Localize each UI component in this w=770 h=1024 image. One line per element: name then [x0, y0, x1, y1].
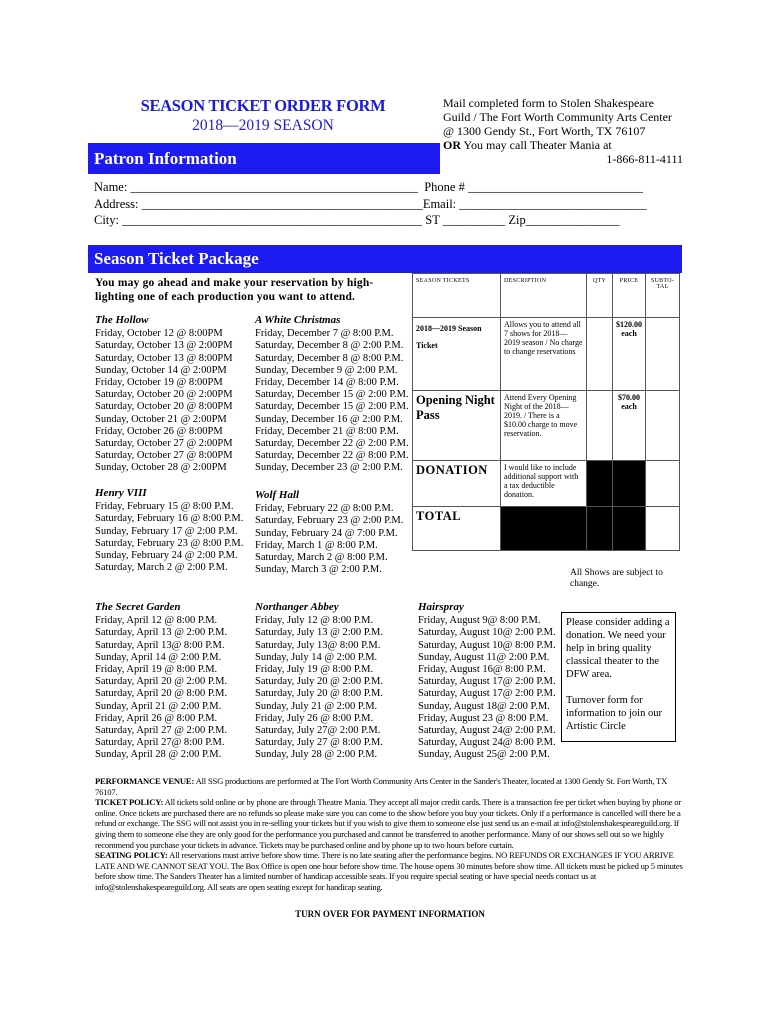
- show-date[interactable]: Saturday, October 13 @ 2:00PM: [95, 340, 233, 352]
- show-date[interactable]: Friday, April 26 @ 8:00 P.M.: [95, 712, 218, 724]
- show-date[interactable]: Sunday, April 21 @ 2:00 P.M.: [95, 700, 222, 712]
- show-date[interactable]: Saturday, October 20 @ 8:00PM: [95, 401, 233, 413]
- show-date[interactable]: Sunday, October 14 @ 2:00PM: [95, 364, 227, 376]
- venue-policy: [95, 776, 685, 797]
- show-date[interactable]: Saturday, December 22 @ 2:00 P.M.: [255, 438, 409, 450]
- donation-price-blocked: [613, 461, 646, 507]
- show-date[interactable]: Saturday, July 20 @ 2:00 P.M.: [255, 676, 383, 688]
- total-desc-blocked: [501, 507, 587, 551]
- show-date[interactable]: Saturday, August 10@ 2:00 P.M.: [418, 627, 556, 639]
- show-date[interactable]: Friday, August 23 @ 8:00 P.M.: [418, 712, 549, 724]
- show-date[interactable]: Sunday, August 25@ 2:00 P.M.: [418, 749, 550, 761]
- show-title: Northanger Abbey: [255, 601, 339, 613]
- show-date[interactable]: Sunday, February 17 @ 2:00 P.M.: [95, 525, 238, 537]
- phone-number: 1-866-811-4111: [606, 152, 683, 166]
- season-ticket-qty[interactable]: [587, 318, 613, 391]
- show-date[interactable]: Friday, February 15 @ 8:00 P.M.: [95, 501, 234, 513]
- show-date[interactable]: Friday, April 12 @ 8:00 P.M.: [95, 615, 218, 627]
- show-date[interactable]: Saturday, August 17@ 2:00 P.M.: [418, 676, 556, 688]
- opening-night-subtotal[interactable]: [646, 391, 680, 461]
- name-phone-field[interactable]: Name: ______________________________________________ Phone # ____________________________: [94, 180, 643, 194]
- header-qty: QTY: [587, 274, 613, 318]
- show-wolf-hall: [255, 489, 403, 576]
- address-email-field[interactable]: Address: _____________________________________________Email: ______________________________: [94, 197, 647, 211]
- show-date[interactable]: Sunday, July 28 @ 2:00 P.M.: [255, 749, 378, 761]
- donation-appeal-text: Please consider adding a donation. We need your help in bring quality classical theater to the DFW area.: [566, 617, 670, 680]
- call-line: [443, 138, 683, 152]
- show-title: Hairspray: [418, 601, 464, 613]
- call-text: You may call Theater Mania at: [461, 138, 612, 152]
- total-qty-blocked: [587, 507, 613, 551]
- show-date[interactable]: Saturday, March 2 @ 2:00 P.M.: [95, 562, 228, 574]
- turn-over-note: TURN OVER FOR PAYMENT INFORMATION: [295, 909, 485, 919]
- show-date[interactable]: Friday, March 1 @ 8:00 P.M.: [255, 539, 378, 551]
- show-date[interactable]: Saturday, October 13 @ 8:00PM: [95, 352, 233, 364]
- show-date[interactable]: Saturday, April 27@ 8:00 P.M.: [95, 737, 225, 749]
- ticket-text: All tickets sold online or by phone are through Theatre Mania. They accept all major credit cards. There is a transaction fee per ticket when buying by phone or online. Once tickets are purchased there are no refunds so please make sure you can come to the show before you buy your tickets. Only if a performance is cancelled will there be a refund or exchange. The SSG will not assist you in re-selling your tickets but if you wish to give them to someone else just send us an e-mail at info@stolenshakespeareguild.org. If giving them to someone else they are only good for the performance you purchased and cannot be transferred to another performance. Many of our shows sell out so we highly recommend you purchase your tickets in advance. Tickets may be purchased online and by phone up to two hours before curtain.: [95, 797, 681, 850]
- show-date[interactable]: Saturday, April 20 @ 8:00 P.M.: [95, 688, 228, 700]
- show-date[interactable]: Sunday, February 24 @ 2:00 P.M.: [95, 550, 238, 562]
- show-date[interactable]: Saturday, October 20 @ 2:00PM: [95, 389, 233, 401]
- show-date[interactable]: Friday, August 16@ 8:00 P.M.: [418, 664, 546, 676]
- mail-line: Mail completed form to Stolen Shakespeare: [443, 96, 654, 110]
- header-price: PRICE: [613, 274, 646, 318]
- seating-label: SEATING POLICY:: [95, 850, 168, 861]
- show-date[interactable]: Saturday, October 27 @ 2:00PM: [95, 438, 233, 450]
- show-date[interactable]: Saturday, July 27 @ 8:00 P.M.: [255, 737, 383, 749]
- show-date[interactable]: Saturday, July 27@ 2:00 P.M.: [255, 725, 381, 737]
- donation-name: DONATION: [413, 461, 501, 507]
- show-date[interactable]: Saturday, April 13@ 8:00 P.M.: [95, 639, 225, 651]
- city-state-zip-field[interactable]: City: ________________________________________________ ST __________ Zip_______________: [94, 213, 620, 227]
- show-date[interactable]: Sunday, July 14 @ 2:00 P.M.: [255, 651, 378, 663]
- total-price-blocked: [613, 507, 646, 551]
- show-date[interactable]: Saturday, July 13 @ 2:00 P.M.: [255, 627, 383, 639]
- ticket-table: [412, 273, 680, 551]
- show-hollow: [95, 314, 233, 475]
- opening-night-qty[interactable]: [587, 391, 613, 461]
- show-date[interactable]: Saturday, August 24@ 8:00 P.M.: [418, 737, 556, 749]
- policies: [95, 776, 685, 893]
- seating-policy: [95, 850, 685, 892]
- show-date[interactable]: Saturday, October 27 @ 8:00PM: [95, 450, 233, 462]
- mail-line: Guild / The Fort Worth Community Arts Center: [443, 110, 672, 124]
- show-date[interactable]: Friday, July 19 @ 8:00 P.M.: [255, 664, 374, 676]
- show-date[interactable]: Saturday, July 13@ 8:00 P.M.: [255, 639, 381, 651]
- show-date[interactable]: Saturday, December 8 @ 2:00 P.M.: [255, 340, 404, 352]
- season-ticket-price: $120.00 each: [613, 318, 646, 391]
- header-subtotal: SUBTO-TAL: [646, 274, 680, 318]
- show-title: The Hollow: [95, 314, 149, 326]
- show-date[interactable]: Saturday, February 23 @ 8:00 P.M.: [95, 537, 244, 549]
- donation-qty-blocked: [587, 461, 613, 507]
- show-date[interactable]: Friday, October 19 @ 8:00PM: [95, 377, 223, 389]
- donation-appeal-box: [561, 612, 676, 742]
- show-date[interactable]: Saturday, August 24@ 2:00 P.M.: [418, 725, 556, 737]
- reservation-intro: You may go ahead and make your reservation by high-lighting one of each production you want to attend.: [95, 277, 374, 303]
- total-amount[interactable]: [646, 507, 680, 551]
- total-name: TOTAL: [413, 507, 501, 551]
- season-ticket-name: 2018—2019 Season Ticket: [413, 318, 501, 391]
- show-date[interactable]: Sunday, December 16 @ 2:00 P.M.: [255, 413, 403, 425]
- show-date[interactable]: Saturday, August 17@ 2:00 P.M.: [418, 688, 556, 700]
- form-subtitle: 2018—2019 SEASON: [192, 117, 334, 134]
- or-label: OR: [443, 138, 461, 152]
- show-hairspray: [418, 601, 556, 762]
- show-northanger-abbey: [255, 601, 383, 762]
- show-date[interactable]: Sunday, October 21 @ 2:00PM: [95, 413, 227, 425]
- show-secret-garden: [95, 601, 227, 762]
- venue-label: PERFORMANCE VENUE:: [95, 776, 195, 786]
- show-date[interactable]: Friday, July 26 @ 8:00 P.M.: [255, 712, 374, 724]
- season-ticket-subtotal[interactable]: [646, 318, 680, 391]
- form-title: SEASON TICKET ORDER FORM: [140, 96, 386, 115]
- show-date[interactable]: Friday, August 9@ 8:00 P.M.: [418, 615, 541, 627]
- header-season-tickets: SEASON TICKETS: [413, 274, 501, 318]
- opening-night-desc: Attend Every Opening Night of the 2018—2019. / There is a $10.00 charge to move reservation.: [501, 391, 587, 461]
- table-row: [413, 318, 680, 391]
- opening-night-name: Opening Night Pass: [413, 391, 501, 461]
- show-date[interactable]: Saturday, December 8 @ 8:00 P.M.: [255, 352, 404, 364]
- show-date[interactable]: Saturday, December 15 @ 2:00 P.M.: [255, 389, 409, 401]
- table-row: [413, 391, 680, 461]
- season-ticket-desc: Allows you to attend all 7 shows for 2018—2019 season / No charge to change reservations: [501, 318, 587, 391]
- show-date[interactable]: Sunday, August 11@ 2:00 P.M.: [418, 651, 550, 663]
- patron-info-bar: Patron Information: [88, 143, 440, 174]
- show-date[interactable]: Sunday, April 28 @ 2:00 P.M.: [95, 749, 222, 761]
- header-description: DESCRIPTION: [501, 274, 587, 318]
- show-title: Henry VIII: [95, 487, 147, 499]
- venue-text: All SSG productions are performed at The Fort Worth Community Arts Center in the Sander's Theater, located at 1300 Gendy St. Fort Worth, TX 76107.: [95, 776, 668, 797]
- show-date[interactable]: Friday, February 22 @ 8:00 P.M.: [255, 503, 394, 515]
- show-date[interactable]: Saturday, December 15 @ 2:00 P.M.: [255, 401, 409, 413]
- mail-instructions: [443, 96, 683, 166]
- donation-desc: I would like to include additional support with a tax deductible donation.: [501, 461, 587, 507]
- show-date[interactable]: Saturday, February 23 @ 2:00 P.M.: [255, 515, 404, 527]
- show-date[interactable]: Sunday, July 21 @ 2:00 P.M.: [255, 700, 378, 712]
- show-date[interactable]: Saturday, April 13 @ 2:00 P.M.: [95, 627, 228, 639]
- show-date[interactable]: Saturday, March 2 @ 8:00 P.M.: [255, 552, 388, 564]
- show-date[interactable]: Friday, April 19 @ 8:00 P.M.: [95, 664, 218, 676]
- table-row: [413, 461, 680, 507]
- artistic-circle-text: Turnover form for information to join our Artistic Circle: [566, 695, 662, 732]
- show-date[interactable]: Friday, October 26 @ 8:00PM: [95, 425, 223, 437]
- show-date[interactable]: Sunday, December 23 @ 2:00 P.M.: [255, 462, 403, 474]
- ticket-policy: [95, 797, 685, 850]
- show-date[interactable]: Friday, December 7 @ 8:00 P.M.: [255, 328, 394, 340]
- show-date[interactable]: Sunday, February 24 @ 7:00 P.M.: [255, 527, 398, 539]
- show-date[interactable]: Sunday, December 9 @ 2:00 P.M.: [255, 364, 398, 376]
- donation-subtotal[interactable]: [646, 461, 680, 507]
- opening-night-price: $70.00 each: [613, 391, 646, 461]
- show-title: A White Christmas: [255, 314, 341, 326]
- table-row: [413, 507, 680, 551]
- show-date[interactable]: Saturday, April 20 @ 2:00 P.M.: [95, 676, 228, 688]
- show-date[interactable]: Saturday, December 22 @ 8:00 P.M.: [255, 450, 409, 462]
- show-henry-viii: [95, 487, 243, 574]
- show-date[interactable]: Friday, December 14 @ 8:00 P.M.: [255, 377, 399, 389]
- show-white-christmas: [255, 314, 409, 475]
- show-date[interactable]: Sunday, March 3 @ 2:00 P.M.: [255, 564, 382, 576]
- mail-line: @ 1300 Gendy St., Fort Worth, TX 76107: [443, 124, 646, 138]
- show-date[interactable]: Saturday, February 16 @ 8:00 P.M.: [95, 513, 244, 525]
- show-date[interactable]: Saturday, April 27 @ 2:00 P.M.: [95, 725, 228, 737]
- show-title: Wolf Hall: [255, 489, 300, 501]
- show-date[interactable]: Sunday, October 28 @ 2:00PM: [95, 462, 227, 474]
- show-date[interactable]: Saturday, August 10@ 8:00 P.M.: [418, 639, 556, 651]
- show-title: The Secret Garden: [95, 601, 181, 613]
- show-date[interactable]: Sunday, August 18@ 2:00 P.M.: [418, 700, 550, 712]
- show-date[interactable]: Sunday, April 14 @ 2:00 P.M.: [95, 651, 222, 663]
- ticket-label: TICKET POLICY:: [95, 797, 164, 808]
- subject-to-change-note: All Shows are subject to change.: [570, 568, 663, 589]
- show-date[interactable]: Friday, October 12 @ 8:00PM: [95, 328, 223, 340]
- show-date[interactable]: Saturday, July 20 @ 8:00 P.M.: [255, 688, 383, 700]
- show-date[interactable]: Friday, December 21 @ 8:00 P.M.: [255, 425, 399, 437]
- show-date[interactable]: Friday, July 12 @ 8:00 P.M.: [255, 615, 374, 627]
- season-package-bar: Season Ticket Package: [88, 245, 682, 273]
- seating-text: All reservations must arrive before show time. There is no late seating after the performance begins. NO REFUNDS OR EXCHANGES IF YOU ARRIVE LATE AND WE CANNOT SEAT YOU. The Box Office is open one hour before show time. The house opens 30 minutes before show time. All tickets must be picked up 5 minutes before show time. The Sanders Theater has a limited number of handicap accessible seats. If you require special seating or have special needs contact us at info@stolenshakespeareguild.org. All seats are open seating except for handicap seating.: [95, 850, 683, 892]
